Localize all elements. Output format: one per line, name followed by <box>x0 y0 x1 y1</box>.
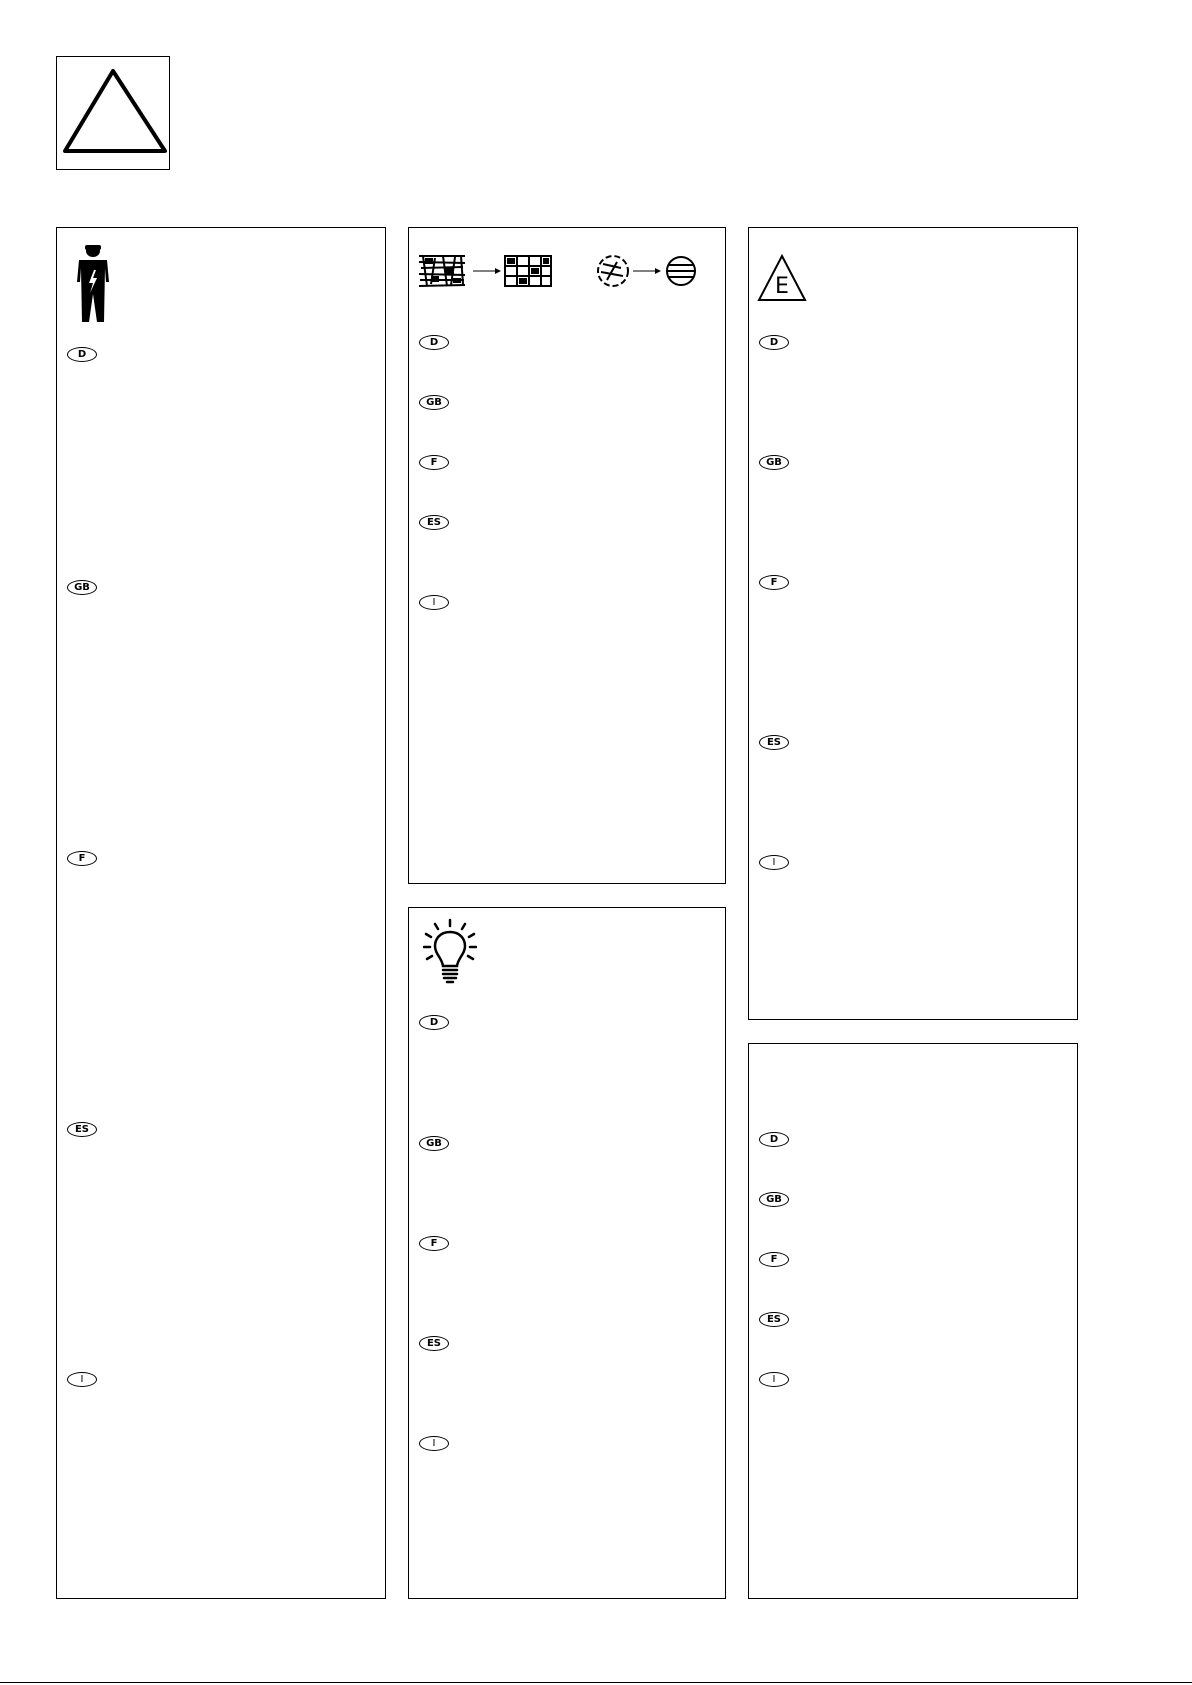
lang-badge-f: F <box>759 1252 789 1267</box>
warning-triangle-icon <box>57 57 169 169</box>
page-bottom-rule <box>0 1682 1192 1683</box>
lang-badge-f: F <box>419 455 449 470</box>
lang-badge-gb: GB <box>419 395 449 410</box>
lang-badge-i: I <box>67 1372 97 1387</box>
lang-badge-es: ES <box>419 1336 449 1351</box>
lang-badge-gb: GB <box>419 1136 449 1151</box>
electrician-icon <box>73 242 113 324</box>
lang-badge-i: I <box>759 855 789 870</box>
lang-badge-d: D <box>67 347 97 362</box>
lang-badge-es: ES <box>419 515 449 530</box>
lang-badge-es: ES <box>759 1312 789 1327</box>
lang-badge-gb: GB <box>67 580 97 595</box>
explosion-protection-panel <box>748 227 1078 1020</box>
lang-badge-d: D <box>759 1132 789 1147</box>
lang-badge-d: D <box>759 335 789 350</box>
lang-badge-d: D <box>419 1015 449 1030</box>
lamp-panel <box>408 907 726 1599</box>
electrician-panel <box>56 227 386 1599</box>
lang-badge-i: I <box>419 595 449 610</box>
lang-badge-es: ES <box>759 735 789 750</box>
light-bulb-icon <box>423 918 477 988</box>
lang-badge-i: I <box>759 1372 789 1387</box>
packaging-panel <box>408 227 726 884</box>
lang-badge-es: ES <box>67 1122 97 1137</box>
lang-badge-f: F <box>67 851 97 866</box>
packaging-disposal-icon <box>417 254 701 288</box>
warning-symbol-box <box>56 56 170 170</box>
lang-badge-i: I <box>419 1436 449 1451</box>
lang-badge-gb: GB <box>759 1192 789 1207</box>
ex-triangle-letter: E <box>775 274 789 299</box>
lang-badge-d: D <box>419 335 449 350</box>
lang-badge-gb: GB <box>759 455 789 470</box>
lang-badge-f: F <box>419 1236 449 1251</box>
lang-badge-f: F <box>759 575 789 590</box>
notes-panel <box>748 1043 1078 1599</box>
